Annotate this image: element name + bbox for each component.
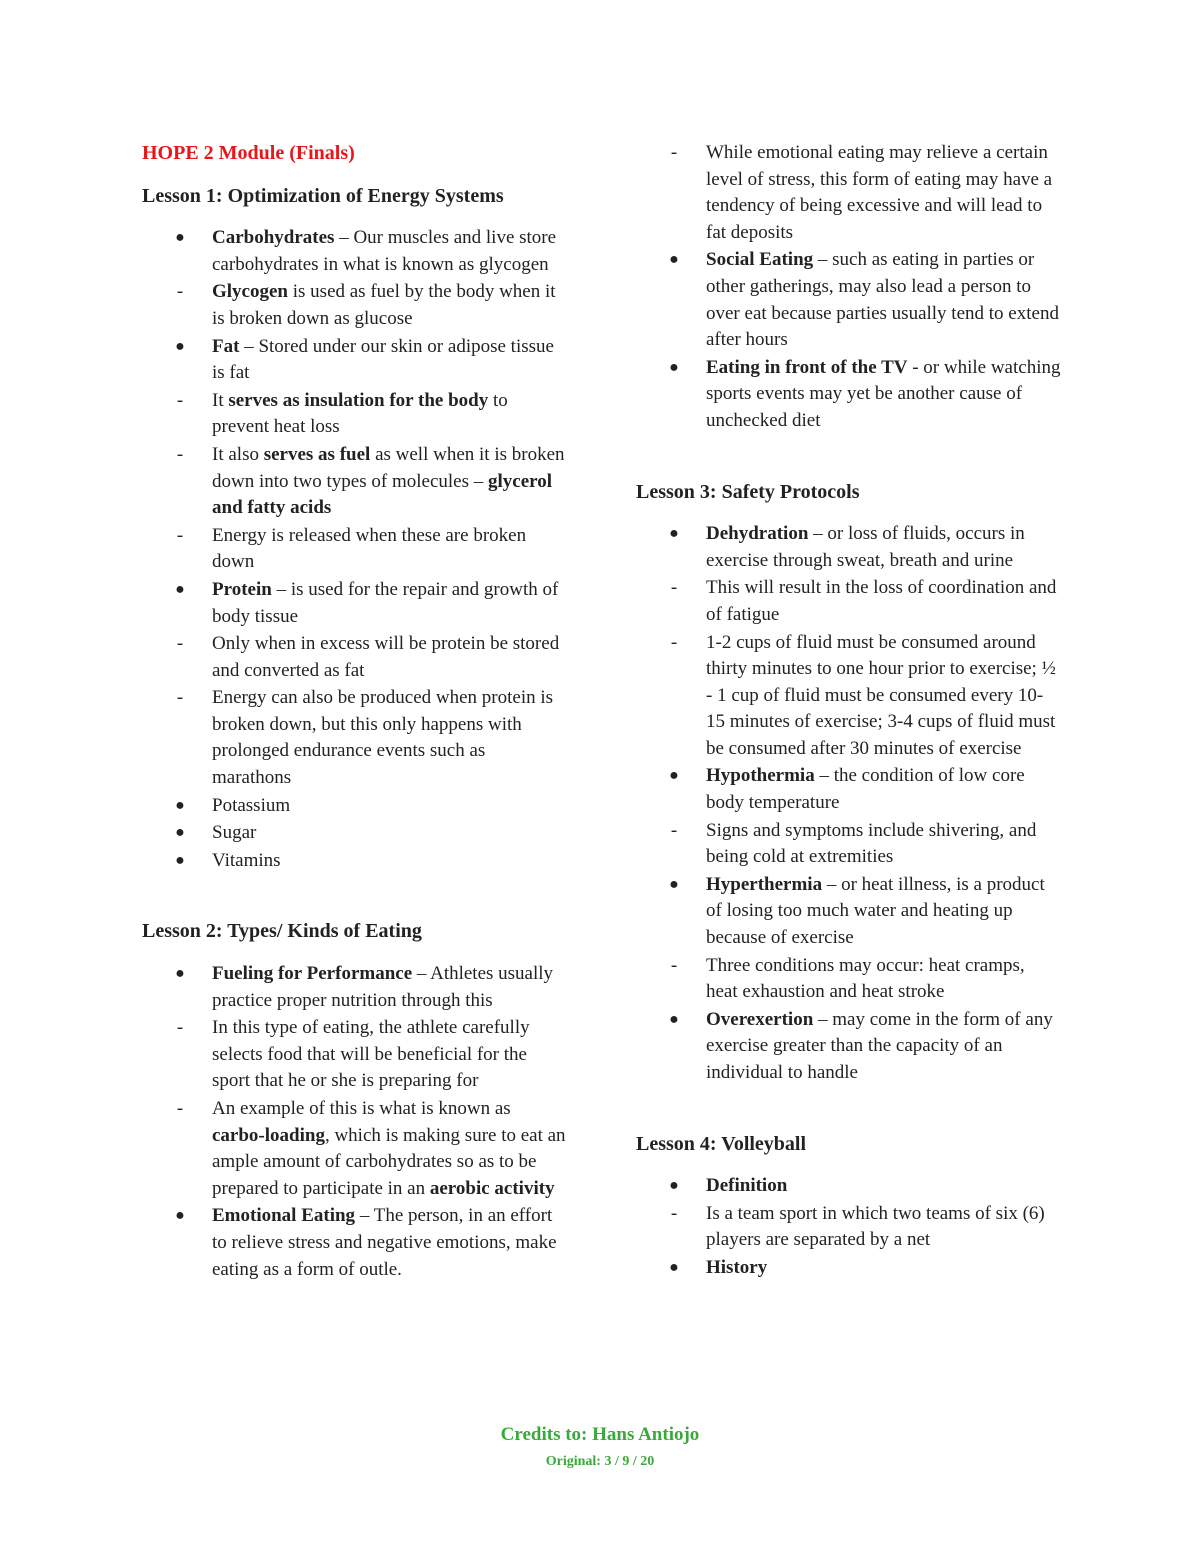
item-description: – Our muscles and live store carbohydrates in what is known as glycogen [212,227,557,275]
item-description: - or while watching sports events may yet be another cause of unchecked diet [706,356,1061,431]
bullet-item [142,820,567,847]
dash-subitem [142,442,567,522]
item-text-part: to prevent heat loss [212,389,508,438]
footer-original-date: Original: 3 / 9 / 20 [545,1454,655,1469]
dash-subitem [636,1201,1061,1254]
item-text-part: An example of this is what is known as [212,1098,511,1119]
bullet-item [142,848,567,875]
item-lead-term: Fueling for Performance [212,963,413,985]
dash-marker-icon: - [176,281,184,303]
bullet-item [142,225,567,278]
item-text [212,444,565,518]
left-column [142,140,567,1327]
dash-marker-icon: - [176,633,184,655]
item-text [212,822,256,843]
item-text [706,357,1060,431]
bullet-item [636,763,1061,816]
lesson-2-title: Lesson 2: Types/ Kinds of Eating [142,920,422,943]
item-bold-term: serves as fuel [263,443,371,465]
bullet-item [636,521,1061,574]
dash-subitem [636,630,1061,763]
right-column [636,140,1061,1326]
item-text [706,874,1045,948]
bullet-item [142,793,567,820]
item-description: – the condition of low core body temperature [706,765,1025,814]
item-lead-term: Emotional Eating [212,1205,356,1227]
dash-marker-icon: - [670,1202,678,1224]
bullet-marker-icon: ● [669,1258,679,1276]
item-text [706,1009,1053,1083]
bullet-item [636,247,1061,353]
item-description: – such as eating in parties or other gatherings, may also lead a person to over eat because parties usually tend to extend after hours [706,249,1059,351]
item-text [706,1257,767,1278]
item-text-part: is used as fuel by the body when it is broken down as glucose [212,281,556,329]
bullet-item [636,1255,1061,1282]
item-lead-term: Hyperthermia [706,873,823,895]
item-text [212,281,556,329]
item-lead-term: Social Eating [706,249,814,271]
item-bold-term: glycerol and fatty acids [212,470,553,519]
item-bold-term: serves as insulation for the body [228,389,489,411]
item-description: – is used for the repair and growth of body tissue [212,578,559,627]
item-text-part: as well when it is broken down into two types of molecules – [212,443,565,492]
dash-marker-icon: - [176,389,184,411]
bullet-item [142,577,567,630]
lesson-4-title: Lesson 4: Volleyball [636,1132,807,1155]
dash-marker-icon: - [176,1017,184,1039]
bullet-item [142,334,567,387]
dash-marker-icon: - [176,687,184,709]
dash-marker-icon: - [176,443,184,465]
item-text [212,850,281,871]
bullet-marker-icon: ● [669,358,679,376]
item-text [212,633,559,681]
item-description: – or heat illness, is a product of losing too much water and heating up because of exercise [706,873,1045,949]
bullet-item [142,1203,567,1283]
lesson-2-list-continued [636,140,1061,435]
item-text [706,632,1056,759]
item-text-part: , which is making sure to eat an ample amount of carbohydrates so as to be prepared to participate in an [212,1124,566,1199]
dash-marker-icon: - [670,142,678,163]
dash-subitem [142,685,567,791]
item-text [706,523,1025,571]
item-text [706,577,1056,625]
item-lead-term: Protein [212,578,272,600]
item-text-part: Is a team sport in which two teams of six (6) players are separated by a net [706,1202,1045,1251]
footer-credits: Credits to: Hans Antiojo [500,1424,700,1445]
item-lead-term: History [706,1256,768,1278]
bullet-marker-icon: ● [175,580,185,598]
item-text-part: While emotional eating may relieve a certain level of stress, this form of eating may have a tendency of being excessive and will lead to fat deposits [706,142,1053,243]
item-text [706,820,1036,868]
item-text [706,765,1025,813]
bullet-item [636,1173,1061,1200]
bullet-marker-icon: ● [175,824,185,842]
dash-marker-icon: - [670,577,678,599]
dash-subitem [636,953,1061,1006]
item-description: Sugar [212,822,257,844]
item-text [212,795,290,816]
item-lead-term: Hypothermia [706,765,815,787]
item-text [706,1175,787,1196]
lesson-1-list [142,225,567,874]
bullet-item [636,1007,1061,1087]
item-text [212,1017,530,1091]
bullet-marker-icon: ● [175,851,185,869]
item-text [212,525,526,573]
item-text [212,1205,557,1279]
item-description: Vitamins [212,849,281,871]
item-description: – Athletes usually practice proper nutrition through this [212,963,554,1011]
document-title: HOPE 2 Module (Finals) [142,142,355,164]
bullet-item [142,961,567,1014]
bullet-marker-icon: ● [669,1177,679,1195]
bullet-marker-icon: ● [669,251,679,269]
item-text-part: This will result in the loss of coordination and of fatigue [706,577,1057,625]
item-text-part: Three conditions may occur: heat cramps, heat exhaustion and heat stroke [706,954,1025,1003]
bullet-marker-icon: ● [669,1010,679,1028]
lesson-2-list [142,961,567,1283]
item-text-part: 1-2 cups of fluid must be consumed around thirty minutes to one hour prior to exercise; ½ - 1 cup of fluid must be consumed every 10-15 minutes of exercise; 3-4 cups of fluid must be consumed after 30 minutes of exercise [706,631,1056,759]
item-bold-term: Glycogen [212,281,288,303]
item-description: – may come in the form of any exercise greater than the capacity of an individual to handle [706,1008,1053,1083]
item-text-part: Energy is released when these are broken down [212,524,527,573]
item-description: – Stored under our skin or adipose tissue is fat [212,335,554,384]
bullet-marker-icon: ● [669,525,679,543]
item-lead-term: Eating in front of the TV [706,356,908,378]
item-text [212,963,553,1011]
item-lead-term: Carbohydrates [212,227,335,249]
dash-subitem [142,279,567,332]
item-lead-term: Fat [212,335,240,357]
item-lead-term: Definition [706,1175,788,1197]
lesson-1-title: Lesson 1: Optimization of Energy Systems [142,184,504,207]
item-bold-term: aerobic activity [429,1177,555,1199]
item-text [706,955,1025,1003]
item-text-part: It also [212,443,264,465]
item-text-part: In this type of eating, the athlete carefully selects food that will be beneficial for the sport that he or she is preparing for [212,1017,530,1092]
bullet-marker-icon: ● [175,965,185,983]
bullet-item [636,355,1061,435]
item-description: – or loss of fluids, occurs in exercise through sweat, breath and urine [706,523,1025,571]
item-bold-term: carbo-loading [212,1124,325,1146]
item-description: Potassium [212,794,291,816]
item-text [706,1203,1045,1251]
dash-subitem [142,1015,567,1095]
bullet-marker-icon: ● [175,796,185,814]
item-text [212,1098,566,1199]
lesson-3-title: Lesson 3: Safety Protocols [636,480,860,503]
item-text [212,227,556,275]
item-text-part: Energy can also be produced when protein is broken down, but this only happens with prolonged endurance events such as marathons [212,687,554,789]
dash-subitem [142,388,567,441]
lesson-3-list [636,521,1061,1086]
item-lead-term: Overexertion [706,1008,814,1030]
lesson-4-list [636,1173,1061,1281]
item-text [212,579,558,627]
bullet-marker-icon: ● [669,767,679,785]
item-text [212,336,554,384]
dash-subitem [142,1096,567,1202]
dash-subitem [636,140,1061,246]
bullet-marker-icon: ● [175,1207,185,1225]
item-text [706,142,1052,243]
dash-subitem [142,631,567,684]
item-text [212,390,508,438]
dash-marker-icon: - [670,954,678,976]
item-text [706,249,1059,350]
dash-marker-icon: - [670,819,678,841]
item-text-part: Signs and symptoms include shivering, and being cold at extremities [706,819,1037,868]
item-text-part: Only when in excess will be protein be stored and converted as fat [212,633,560,681]
dash-marker-icon: - [176,1098,184,1119]
item-text [212,687,553,788]
bullet-marker-icon: ● [175,229,185,247]
bullet-item [636,872,1061,952]
bullet-marker-icon: ● [669,875,679,893]
item-text-part: It [212,389,229,411]
bullet-marker-icon: ● [175,337,185,355]
item-lead-term: Dehydration [706,523,809,545]
dash-subitem [142,523,567,576]
dash-marker-icon: - [176,524,184,546]
dash-marker-icon: - [670,631,678,653]
dash-subitem [636,575,1061,628]
item-description: – The person, in an effort to relieve stress and negative emotions, make eating as a form of outle. [212,1205,557,1280]
dash-subitem [636,818,1061,871]
